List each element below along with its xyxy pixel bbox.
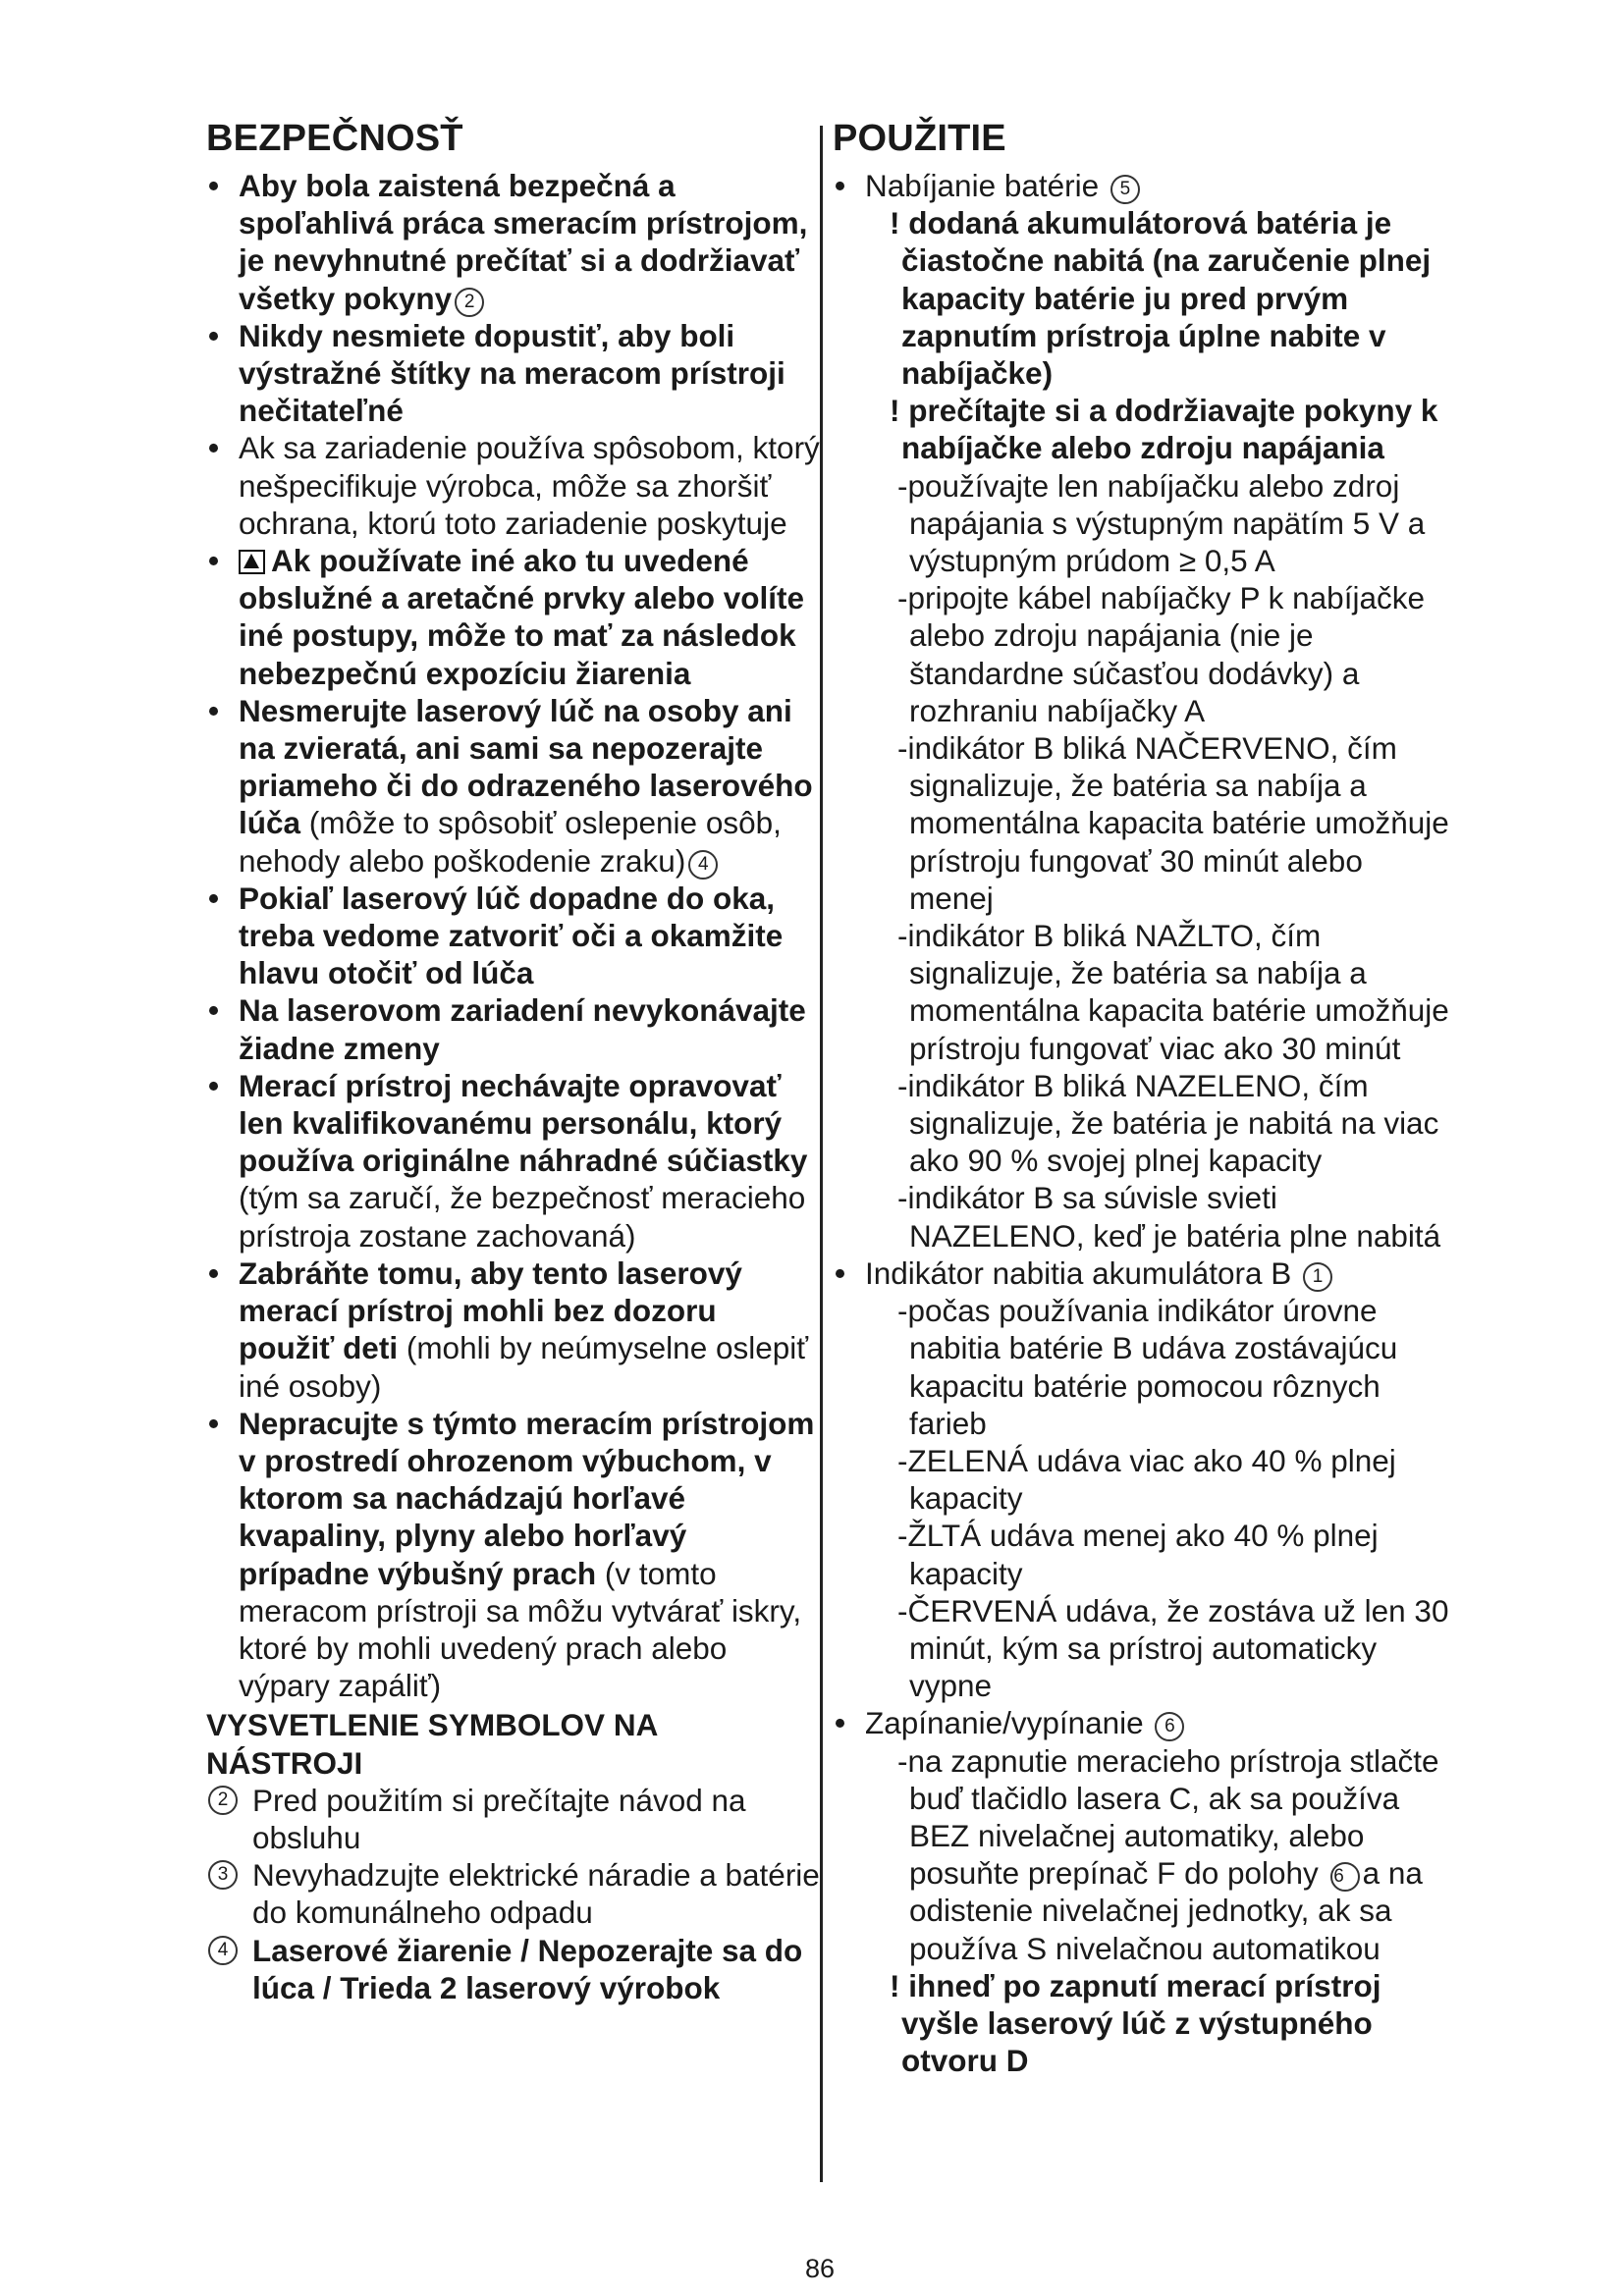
safety-item-text: Ak používate iné ako tu uvedené obslužné a aretačné prvky alebo volíte iné postupy, môže to mať za následok nebezpečnú expozíciu žiarenia	[239, 543, 804, 691]
safety-item-text-bold: Nepracujte s týmto meracím prístrojom v prostredí ohrozenom výbuchom, v ktorom sa nachádzajú horľavé kvapaliny, plyny alebo horľavý prípadne výbušný prach	[239, 1405, 815, 1591]
onoff-step	[833, 1742, 1451, 1967]
ref-6-icon: 6	[1330, 1862, 1360, 1892]
safety-item-explosive	[206, 1405, 820, 1705]
symbol-item-read-manual	[206, 1782, 820, 1856]
ref-6-icon: 6	[1155, 1712, 1184, 1741]
charging-warning-partial: ! dodaná akumulátorová batéria je čiastočne nabitá (na zaručenie plnej kapacity batérie ju pred prvým zapnutím prístroja úplne nabite v nabíjačke)	[890, 205, 1432, 392]
right-column	[833, 116, 1451, 2079]
charging-step: -indikátor B sa súvisle svieti NAZELENO, keď je batéria plne nabitá	[897, 1180, 1441, 1254]
symbols-heading: VYSVETLENIE SYMBOLOV NA NÁSTROJI	[206, 1707, 658, 1781]
safety-item-text: (tým sa zaručí, že bezpečnosť meracieho prístroja zostane zachovaná)	[239, 1180, 806, 1254]
safety-item-text-bold: Merací prístroj nechávajte opravovať len kvalifikovanému personálu, ktorý používa originálne náhradné súčiastky	[239, 1067, 808, 1179]
indicator-step: -ČERVENÁ udáva, že zostáva už len 30 minút, kým sa prístroj automaticky vypne	[897, 1592, 1449, 1704]
safety-item-read-instructions	[206, 167, 820, 317]
safety-item-beam-direction	[206, 692, 820, 880]
safety-item-text: Pokiaľ laserový lúč dopadne do oka, treba vedome zatvoriť oči a okamžite hlavu otočiť od lúča	[239, 880, 784, 991]
safety-item-text: (mohli by neúmyselne oslepiť iné osoby)	[239, 1330, 809, 1404]
usage-heading: POUŽITIE	[833, 118, 1006, 159]
ref-5-icon: 5	[1110, 175, 1140, 204]
symbol-item-text: Nevyhadzujte elektrické náradie a batérie do komunálneho odpadu	[252, 1857, 820, 1931]
ref-1-icon: 1	[1303, 1262, 1332, 1292]
safety-item-text-bold: Zabráňte tomu, aby tento laserový merací prístroj mohli bez dozoru použiť deti	[239, 1255, 742, 1366]
charging-warning-read: ! prečítajte si a dodržiavajte pokyny k nabíjačke alebo zdroju napájania	[890, 393, 1438, 466]
safety-item-text: (môže to spôsobiť oslepenie osôb, nehody alebo poškodenie zraku)	[239, 805, 782, 879]
onoff-warning: ! ihneď po zapnutí merací prístroj vyšle laserový lúč z výstupného otvoru D	[890, 1967, 1381, 2079]
ref-3-icon: 3	[208, 1860, 238, 1890]
symbol-item-laser-class	[206, 1932, 820, 2006]
onoff-step-text: -na zapnutie meracieho prístroja stlačte buď tlačidlo lasera C, ak sa používa BEZ nivelačnej automatiky, alebo posuňte prepínač F do polohy	[897, 1742, 1439, 1892]
charging-step: -indikátor B bliká NAZELENO, čím signalizuje, že batéria je nabitá na viac ako 90 % svojej plnej kapacity	[897, 1067, 1439, 1179]
usage-item-text: Indikátor nabitia akumulátora B	[865, 1255, 1292, 1291]
safety-item-text: Aby bola zaistená bezpečná a spoľahlivá práca smeracím prístrojom, je nevyhnutné prečítať si a dodržiavať všetky pokyny	[239, 168, 808, 316]
safety-item-eye	[206, 880, 820, 992]
safety-item-text: Nikdy nesmiete dopustiť, aby boli výstražné štítky na meracom prístroji nečitateľné	[239, 317, 785, 429]
charging-step: -pripojte kábel nabíjačky P k nabíjačke alebo zdroju napájania (nie je štandardne súčasťou dodávky) a rozhraniu nabíjačky A	[897, 580, 1425, 728]
charging-step: -indikátor B bliká NAČERVENO, čím signalizuje, že batéria sa nabíja a momentálna kapacita batérie umožňuje prístroju fungovať 30 minút alebo menej	[897, 730, 1449, 916]
symbol-item-disposal	[206, 1856, 820, 1931]
charging-step: -indikátor B bliká NAŽLTO, čím signalizuje, že batéria sa nabíja a momentálna kapacita batérie umožňuje prístroju fungovať viac ako 30 minút	[897, 918, 1449, 1066]
safety-item-repair	[206, 1067, 820, 1255]
ref-2-icon: 2	[455, 288, 484, 317]
safety-item-radiation	[206, 542, 820, 692]
safety-item-text: Na laserovom zariadení nevykonávajte žiadne zmeny	[239, 992, 806, 1066]
ref-4-icon: 4	[688, 850, 718, 880]
ref-2-icon: 2	[208, 1786, 238, 1815]
indicator-step: -počas používania indikátor úrovne nabitia batérie B udáva zostávajúcu kapacitu batérie pomocou rôznych farieb	[897, 1293, 1398, 1441]
safety-item-text: Ak sa zariadenie používa spôsobom, ktorý nešpecifikuje výrobca, môže sa zhoršiť ochrana, ktorú toto zariadenie poskytuje	[239, 430, 820, 541]
safety-item-labels	[206, 317, 820, 430]
safety-item-text: (v tomto meracom prístroji sa môžu vytvárať iskry, ktoré by mohli uvedený prach alebo výpary zapáliť)	[239, 1555, 802, 1704]
charging-step: -používajte len nabíjačku alebo zdroj napájania s výstupným napätím 5 V a výstupným prúdom ≥ 0,5 A	[897, 467, 1426, 579]
safety-item-text-bold: Nesmerujte laserový lúč na osoby ani na zvieratá, ani sami sa nepozerajte priameho či do odrazeného laserového lúča	[239, 692, 813, 841]
left-column	[206, 116, 820, 2006]
usage-onoff-title	[833, 1704, 1451, 1741]
laser-warning-icon	[239, 550, 265, 574]
safety-item-children	[206, 1255, 820, 1405]
usage-item-text: Zapínanie/vypínanie	[865, 1705, 1144, 1741]
safety-item-no-changes	[206, 991, 820, 1066]
onoff-step-text: a na odistenie nivelačnej jednotky, ak sa používa S nivelačnou automatikou	[909, 1855, 1423, 1966]
ref-4-icon: 4	[208, 1936, 238, 1965]
usage-charging-title	[833, 167, 1451, 204]
usage-item-text: Nabíjanie batérie	[865, 168, 1100, 203]
page-number: 86	[805, 2254, 836, 2283]
symbol-item-text: Pred použitím si prečítajte návod na obsluhu	[252, 1782, 746, 1855]
indicator-step: -ZELENÁ udáva viac ako 40 % plnej kapacity	[897, 1442, 1396, 1517]
column-divider	[820, 126, 823, 2182]
safety-heading: BEZPEČNOSŤ	[206, 118, 463, 159]
usage-indicator-title	[833, 1255, 1451, 1292]
symbol-item-text: Laserové žiarenie / Nepozerajte sa do lúca / Trieda 2 laserový výrobok	[252, 1932, 803, 2005]
indicator-step: -ŽLTÁ udáva menej ako 40 % plnej kapacity	[897, 1518, 1379, 1591]
safety-item-manufacturer	[206, 429, 820, 542]
